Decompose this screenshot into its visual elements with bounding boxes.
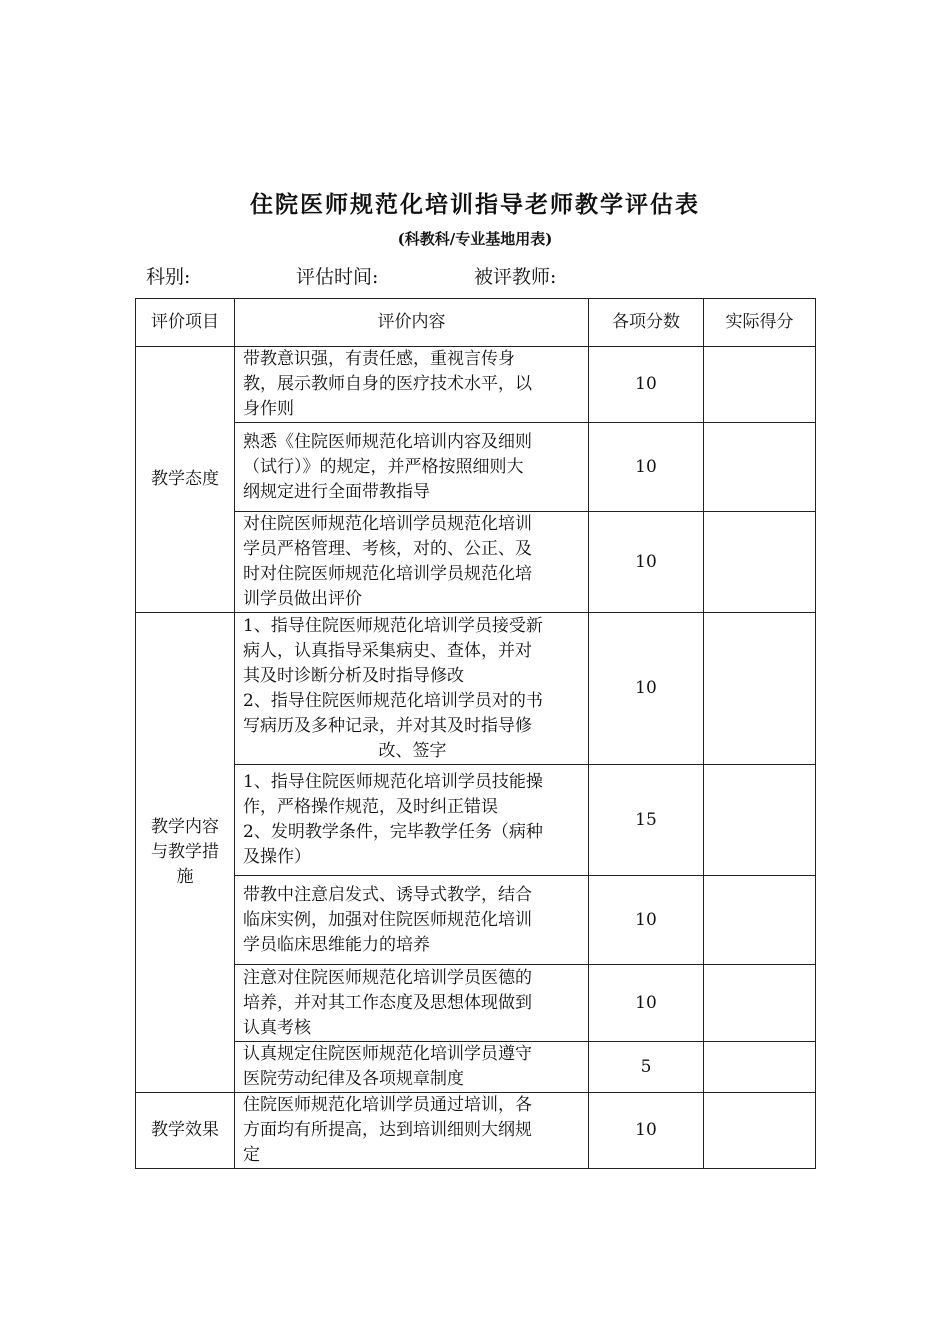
content-cell — [235, 613, 589, 765]
score-cell: 10 — [589, 423, 704, 512]
content-cell — [235, 423, 589, 512]
content-cell — [235, 1042, 589, 1093]
content-line: 教，展示教师自身的医疗技术水平，以 — [243, 374, 532, 394]
content-line: 写病历及多种记录，并对其及时指导修 — [243, 715, 532, 736]
content-cell — [235, 1093, 589, 1169]
actual-score-input[interactable] — [704, 1042, 816, 1093]
content-line: 1、指导住院医师规范化培训学员技能操 — [243, 772, 543, 792]
content-line: 带教意识强，有责任感，重视言传身 — [243, 349, 515, 369]
content-cell — [235, 512, 589, 613]
content-line: 医院劳动纪律及各项规章制度 — [243, 1069, 464, 1089]
content-line: 认真考核 — [243, 1017, 311, 1038]
actual-score-input[interactable] — [704, 965, 816, 1042]
document-subtitle: (科教科/专业基地用表) — [397, 230, 553, 248]
content-cell — [235, 965, 589, 1042]
score-cell: 15 — [589, 765, 704, 876]
content-cell — [235, 765, 589, 876]
content-line: 方面均有所提高，达到培训细则大纲规 — [243, 1120, 532, 1140]
table-row — [136, 423, 816, 512]
content-line: 纲规定进行全面带教指导 — [243, 481, 430, 502]
category-line: 教学内容 — [151, 817, 219, 837]
table-row — [136, 965, 816, 1042]
score-cell: 10 — [589, 1093, 704, 1169]
table-row — [136, 1093, 816, 1169]
category-line: 施 — [176, 867, 194, 887]
department-field-label: 科别: — [146, 266, 191, 288]
score-cell: 10 — [589, 876, 704, 965]
content-line: 定 — [243, 1145, 260, 1165]
document-title: 住院医师规范化培训指导老师教学评估表 — [250, 191, 700, 218]
header-actual: 实际得分 — [704, 299, 816, 347]
content-line: 及操作） — [243, 847, 311, 867]
content-line: 其及时诊断分析及时指导修改 — [243, 665, 464, 686]
content-line: 训学员做出评价 — [243, 589, 362, 609]
content-line: 认真规定住院医师规范化培训学员遵守 — [243, 1044, 532, 1064]
content-line: 带教中注意启发式、诱导式教学，结合 — [243, 884, 532, 905]
actual-score-input[interactable] — [704, 347, 816, 423]
content-cell — [235, 347, 589, 423]
content-line: 对住院医师规范化培训学员规范化培训 — [243, 514, 532, 534]
score-cell: 10 — [589, 965, 704, 1042]
eval-time-field-label: 评估时间: — [296, 266, 379, 288]
content-cell — [235, 876, 589, 965]
content-line: 身作则 — [243, 399, 294, 419]
table-row — [136, 876, 816, 965]
content-line: 2、指导住院医师规范化培训学员对的书 — [243, 690, 543, 711]
header-content: 评价内容 — [235, 299, 589, 347]
table-row — [136, 347, 816, 423]
evaluation-table — [135, 298, 816, 1169]
content-line: 熟悉《住院医师规范化培训内容及细则 — [243, 431, 532, 452]
score-cell: 5 — [589, 1042, 704, 1093]
score-cell: 10 — [589, 347, 704, 423]
table-row — [136, 1042, 816, 1093]
content-line: 注意对住院医师规范化培训学员医德的 — [243, 967, 532, 988]
actual-score-input[interactable] — [704, 876, 816, 965]
table-row — [136, 512, 816, 613]
content-line: 学员严格管理、考核，对的、公正、及 — [243, 539, 532, 559]
score-cell: 10 — [589, 613, 704, 765]
content-line: 作，严格操作规范，及时纠正错误 — [243, 797, 498, 817]
header-category: 评价项目 — [136, 299, 235, 347]
score-cell: 10 — [589, 512, 704, 613]
content-line: 临床实例，加强对住院医师规范化培训 — [243, 909, 532, 930]
actual-score-input[interactable] — [704, 765, 816, 876]
category-cell: 教学态度 — [136, 347, 235, 613]
category-line: 与教学措 — [151, 842, 219, 862]
content-line: （试行）》的规定，并严格按照细则大 — [243, 456, 524, 477]
content-line: 学员临床思维能力的培养 — [243, 934, 430, 955]
category-cell — [136, 613, 235, 1093]
actual-score-input[interactable] — [704, 1093, 816, 1169]
content-line: 1、指导住院医师规范化培训学员接受新 — [243, 615, 543, 636]
table-header-row — [136, 299, 816, 347]
content-line: 培养，并对其工作态度及思想体现做到 — [243, 992, 532, 1013]
table-row — [136, 765, 816, 876]
content-line: 2、发明教学条件，完毕教学任务（病种 — [243, 822, 543, 842]
content-line: 住院医师规范化培训学员通过培训，各 — [243, 1095, 532, 1115]
actual-score-input[interactable] — [704, 512, 816, 613]
actual-score-input[interactable] — [704, 423, 816, 512]
content-line: 病人，认真指导采集病史、查体，并对 — [243, 640, 532, 661]
category-cell: 教学效果 — [136, 1093, 235, 1169]
table-row — [136, 613, 816, 765]
header-score: 各项分数 — [589, 299, 704, 347]
content-line: 改、签字 — [378, 740, 447, 761]
actual-score-input[interactable] — [704, 613, 816, 765]
content-line: 时对住院医师规范化培训学员规范化培 — [243, 564, 532, 584]
teacher-field-label: 被评教师: — [474, 266, 557, 288]
